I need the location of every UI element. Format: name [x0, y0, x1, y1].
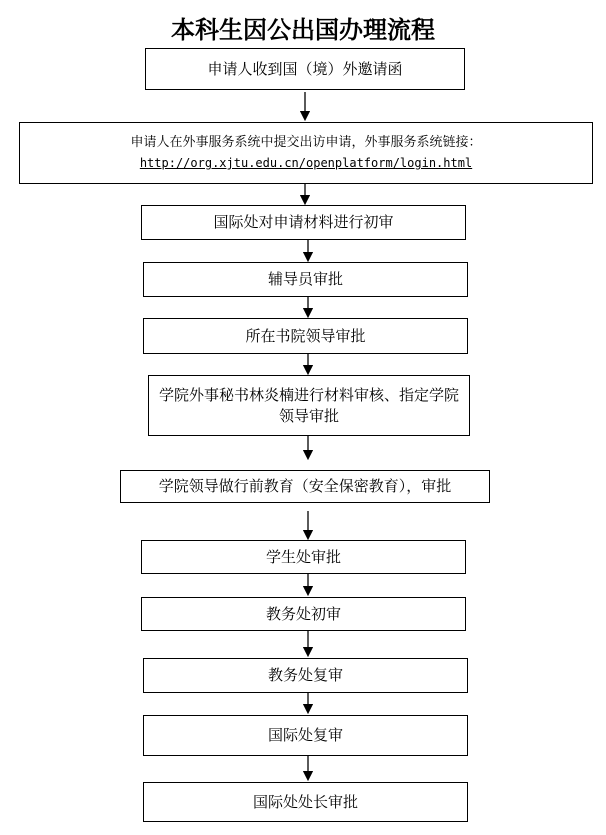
system-link[interactable]: http://org.xjtu.edu.cn/openplatform/login.html	[139, 156, 473, 170]
step-label: 学院外事秘书林炎楠进行材料审核、指定学院领导审批	[159, 385, 460, 425]
step-submit-application	[19, 122, 593, 184]
step-label: 学院领导做行前教育（安全保密教育），审批	[158, 477, 452, 495]
step-college-leader-approval	[143, 318, 468, 354]
step-academic-affairs-first-review	[141, 597, 466, 631]
step-label: 所在书院领导审批	[245, 326, 366, 345]
step-intl-office-second-review	[143, 715, 468, 756]
step-intl-office-director-approval	[143, 782, 468, 822]
step-school-secretary-review	[148, 375, 470, 436]
step-academic-affairs-second-review	[143, 658, 468, 693]
step-label: 申请人收到国（境）外邀请函	[207, 59, 403, 78]
step-label: 教务处复审	[267, 666, 343, 684]
page-title: 本科生因公出国办理流程	[171, 15, 435, 44]
step-label: 国际处对申请材料进行初审	[213, 213, 394, 231]
step-pre-departure-education	[120, 470, 490, 503]
step-label: 辅导员审批	[267, 270, 343, 288]
step-label: 学生处审批	[265, 547, 341, 566]
step-label: 申请人在外事服务系统中提交出访申请，外事服务系统链接：	[130, 135, 482, 150]
step-label: 教务处初审	[265, 604, 341, 623]
step-counselor-approval	[143, 262, 468, 297]
step-invitation	[145, 48, 465, 90]
step-label: 国际处处长审批	[252, 792, 358, 811]
step-intl-office-first-review	[141, 205, 466, 240]
step-label: 国际处复审	[267, 726, 343, 744]
step-student-affairs-approval	[141, 540, 466, 574]
